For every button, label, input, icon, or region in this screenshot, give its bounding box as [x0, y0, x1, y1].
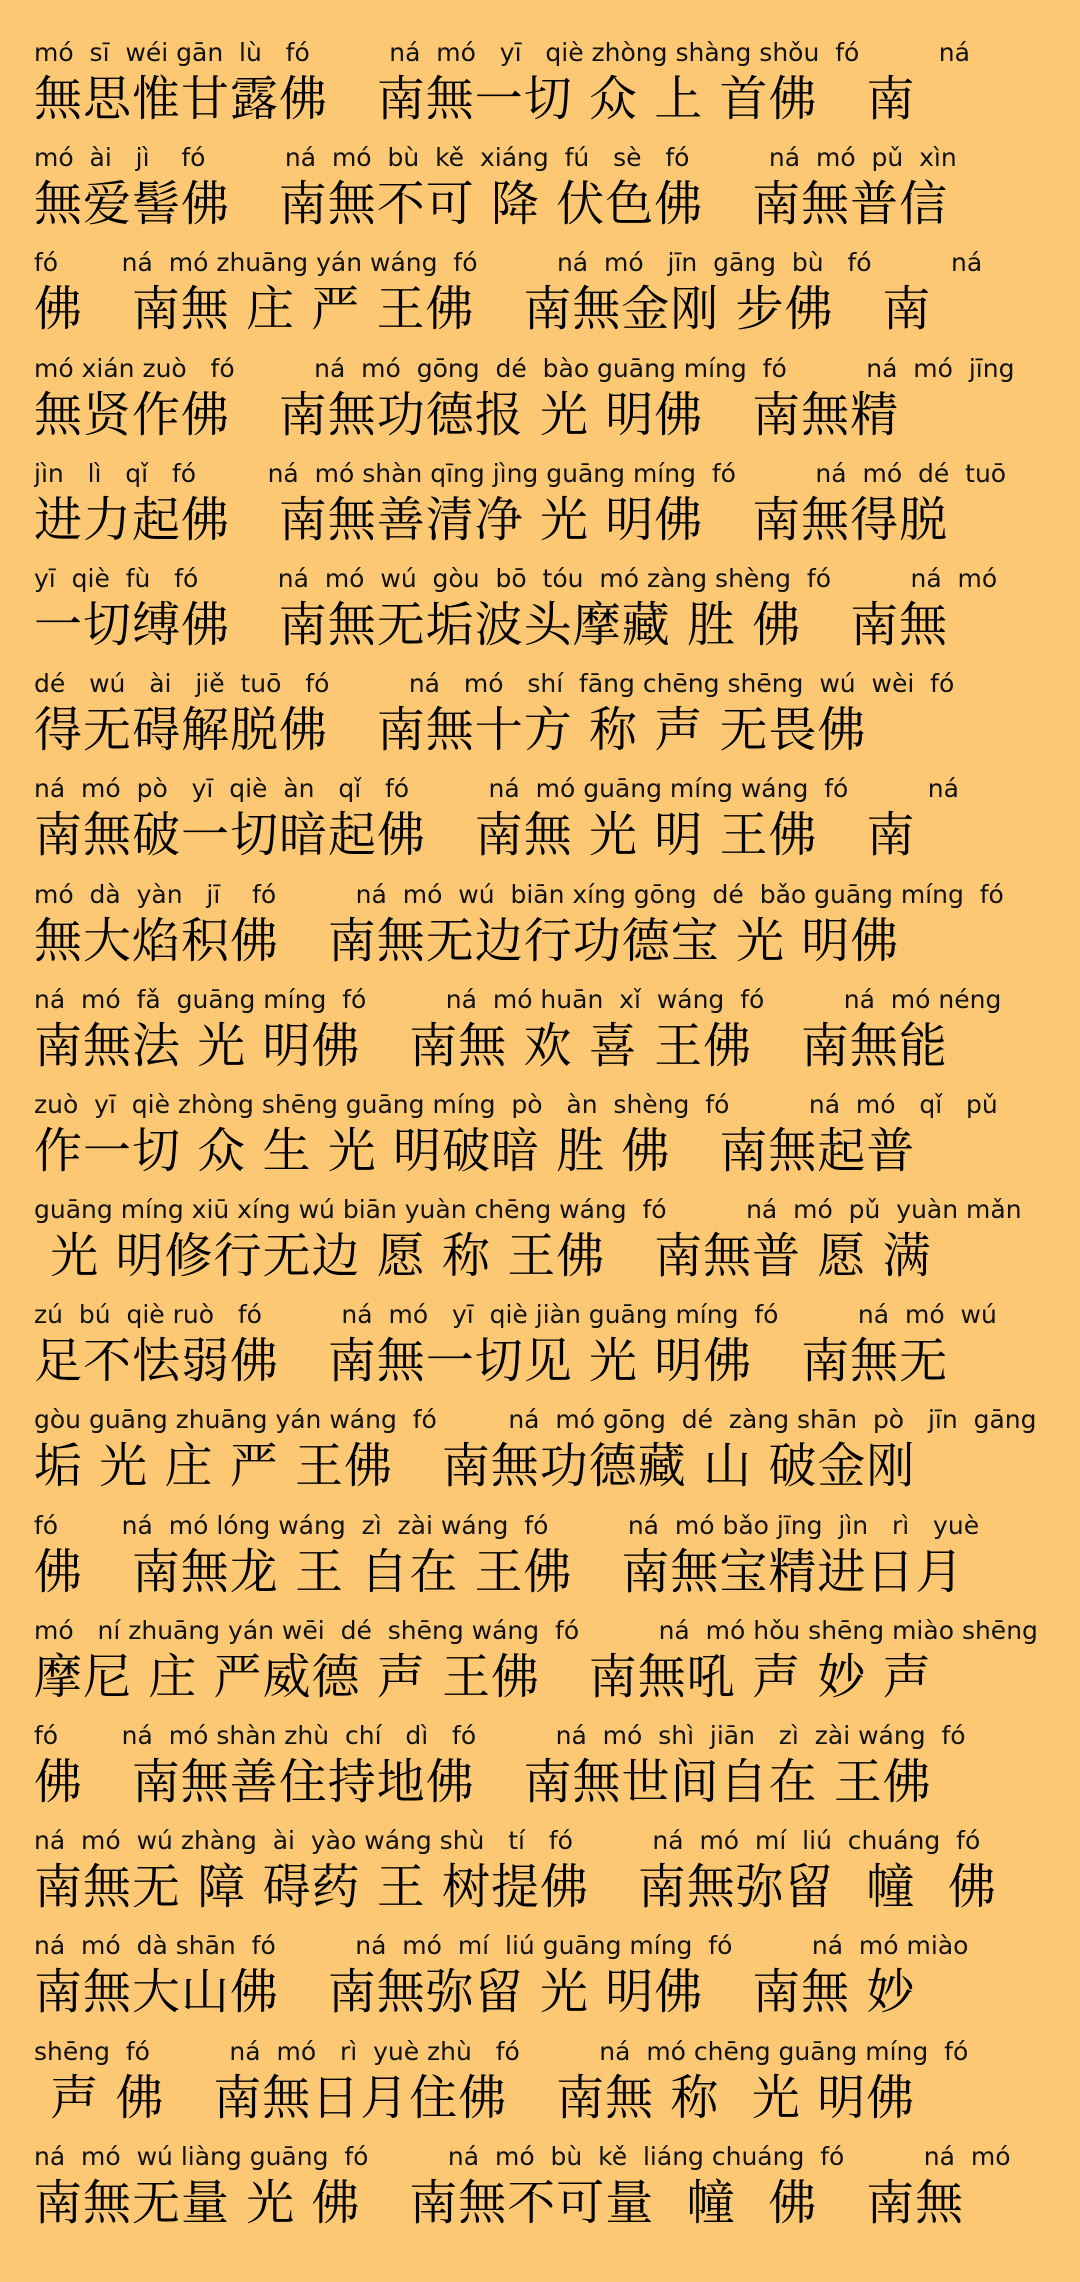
text-line — [34, 764, 1046, 869]
pinyin-line: shēng fó ná mó rì yuè zhù fó ná mó chēng guāng míng fó — [34, 2036, 969, 2066]
pinyin-line: mó dà yàn jī fó ná mó wú biān xíng gōng dé bǎo guāng míng fó — [34, 879, 1004, 909]
hanzi-line: 無贤作佛 南無功德报 光 明佛 南無精 — [34, 386, 900, 443]
text-line — [34, 238, 1046, 343]
hanzi-line: 佛 南無善住持地佛 南無世间自在 王佛 — [34, 1754, 932, 1810]
pinyin-line: mó ní zhuāng yán wēi dé shēng wáng fó ná mó hǒu shēng miào shēng — [34, 1615, 1038, 1645]
pinyin-line: fó ná mó lóng wáng zì zài wáng fó ná mó bǎo jīng jìn rì yuè — [34, 1510, 980, 1540]
text-line — [34, 1290, 1046, 1395]
text-line — [34, 1711, 1046, 1816]
pinyin-line: yī qiè fù fó ná mó wú gòu bō tóu mó zàng shèng fó ná mó — [34, 563, 998, 593]
text-line — [34, 1080, 1046, 1185]
pinyin-line: dé wú ài jiě tuō fó ná mó shí fāng chēng shēng wú wèi fó — [34, 669, 955, 699]
text-line — [34, 2027, 1046, 2132]
pinyin-line: ná mó wú zhàng ài yào wáng shù tí fó ná mó mí liú chuáng fó — [34, 1826, 981, 1856]
pinyin-line: gòu guāng zhuāng yán wáng fó ná mó gōng dé zàng shān pò jīn gāng — [34, 1405, 1037, 1435]
hanzi-line: 無爱髻佛 南無不可 降 伏色佛 南無普信 — [34, 176, 949, 233]
text-line — [34, 1501, 1046, 1606]
pinyin-line: jìn lì qǐ fó ná mó shàn qīng jìng guāng míng fó ná mó dé tuō — [34, 458, 1007, 488]
pinyin-line: zú bú qiè ruò fó ná mó yī qiè jiàn guāng míng fó ná mó wú — [34, 1300, 997, 1330]
hanzi-line: 南無破一切暗起佛 南無 光 明 王佛 南 — [34, 807, 916, 864]
text-line — [34, 28, 1046, 133]
text-line — [34, 133, 1046, 238]
text-line — [34, 1395, 1046, 1500]
hanzi-line: 南無法 光 明佛 南無 欢 喜 王佛 南無能 — [34, 1017, 948, 1074]
text-line — [34, 1816, 1046, 1921]
pinyin-line: guāng míng xiū xíng wú biān yuàn chēng wáng fó ná mó pǔ yuàn mǎn — [34, 1195, 1022, 1225]
hanzi-line: 进力起佛 南無善清净 光 明佛 南無得脱 — [34, 491, 949, 548]
pinyin-line: fó ná mó zhuāng yán wáng fó ná mó jīn gāng bù fó ná — [34, 248, 983, 278]
hanzi-line: 無大焰积佛 南無无边行功德宝 光 明佛 — [34, 912, 900, 969]
hanzi-line: 佛 南無 庄 严 王佛 南無金刚 步佛 南 — [34, 281, 932, 338]
pinyin-line: fó ná mó shàn zhù chí dì fó ná mó shì jiān zì zài wáng fó — [34, 1721, 966, 1750]
text-line — [34, 1921, 1046, 2026]
text-line — [34, 2132, 1046, 2237]
hanzi-line: 声 佛 南無日月住佛 南無 称 光 明佛 — [34, 2069, 916, 2126]
pinyin-line: ná mó pò yī qiè àn qǐ fó ná mó guāng míng wáng fó ná — [34, 774, 959, 804]
text-line — [34, 975, 1046, 1080]
hanzi-line: 南無无量 光 佛 南無不可量 幢 佛 南無 — [34, 2174, 965, 2231]
hanzi-line: 無思惟甘露佛 南無一切 众 上 首佛 南 — [34, 71, 916, 127]
hanzi-line: 作一切 众 生 光 明破暗 胜 佛 南無起普 — [34, 1122, 916, 1179]
pinyin-line: zuò yī qiè zhòng shēng guāng míng pò àn shèng fó ná mó qǐ pǔ — [34, 1089, 998, 1119]
hanzi-line: 南無无 障 碍药 王 树提佛 南無弥留 幢 佛 — [34, 1859, 997, 1916]
hanzi-line: 足不怯弱佛 南無一切见 光 明佛 南無无 — [34, 1333, 949, 1390]
text-line — [34, 659, 1046, 764]
hanzi-line: 一切缚佛 南無无垢波头摩藏 胜 佛 南無 — [34, 596, 949, 653]
pinyin-line: ná mó wú liàng guāng fó ná mó bù kě liáng chuáng fó ná mó — [34, 2141, 1011, 2171]
pinyin-line: ná mó dà shān fó ná mó mí liú guāng míng fó ná mó miào — [34, 1931, 969, 1961]
pinyin-line: ná mó fǎ guāng míng fó ná mó huān xǐ wáng fó ná mó néng — [34, 984, 1002, 1014]
text-line — [34, 870, 1046, 975]
pinyin-line: mó sī wéi gān lù fó ná mó yī qiè zhòng shàng shǒu fó ná — [34, 38, 970, 67]
hanzi-line: 南無大山佛 南無弥留 光 明佛 南無 妙 — [34, 1964, 916, 2021]
pinyin-line: mó xián zuò fó ná mó gōng dé bào guāng míng fó ná mó jīng — [34, 353, 1015, 383]
hanzi-line: 得无碍解脱佛 南無十方 称 声 无畏佛 — [34, 702, 867, 759]
hanzi-line: 摩尼 庄 严威德 声 王佛 南無吼 声 妙 声 — [34, 1648, 932, 1705]
text-line — [34, 1606, 1046, 1711]
hanzi-line: 光 明修行无边 愿 称 王佛 南無普 愿 满 — [34, 1228, 932, 1285]
pinyin-line: mó ài jì fó ná mó bù kě xiáng fú sè fó ná mó pǔ xìn — [34, 143, 957, 173]
hanzi-line: 垢 光 庄 严 王佛 南無功德藏 山 破金刚 — [34, 1438, 916, 1495]
text-line — [34, 1185, 1046, 1290]
hanzi-line: 佛 南無龙 王 自在 王佛 南無宝精进日月 — [34, 1543, 965, 1600]
text-line — [34, 554, 1046, 659]
text-line — [34, 344, 1046, 449]
text-line — [34, 449, 1046, 554]
